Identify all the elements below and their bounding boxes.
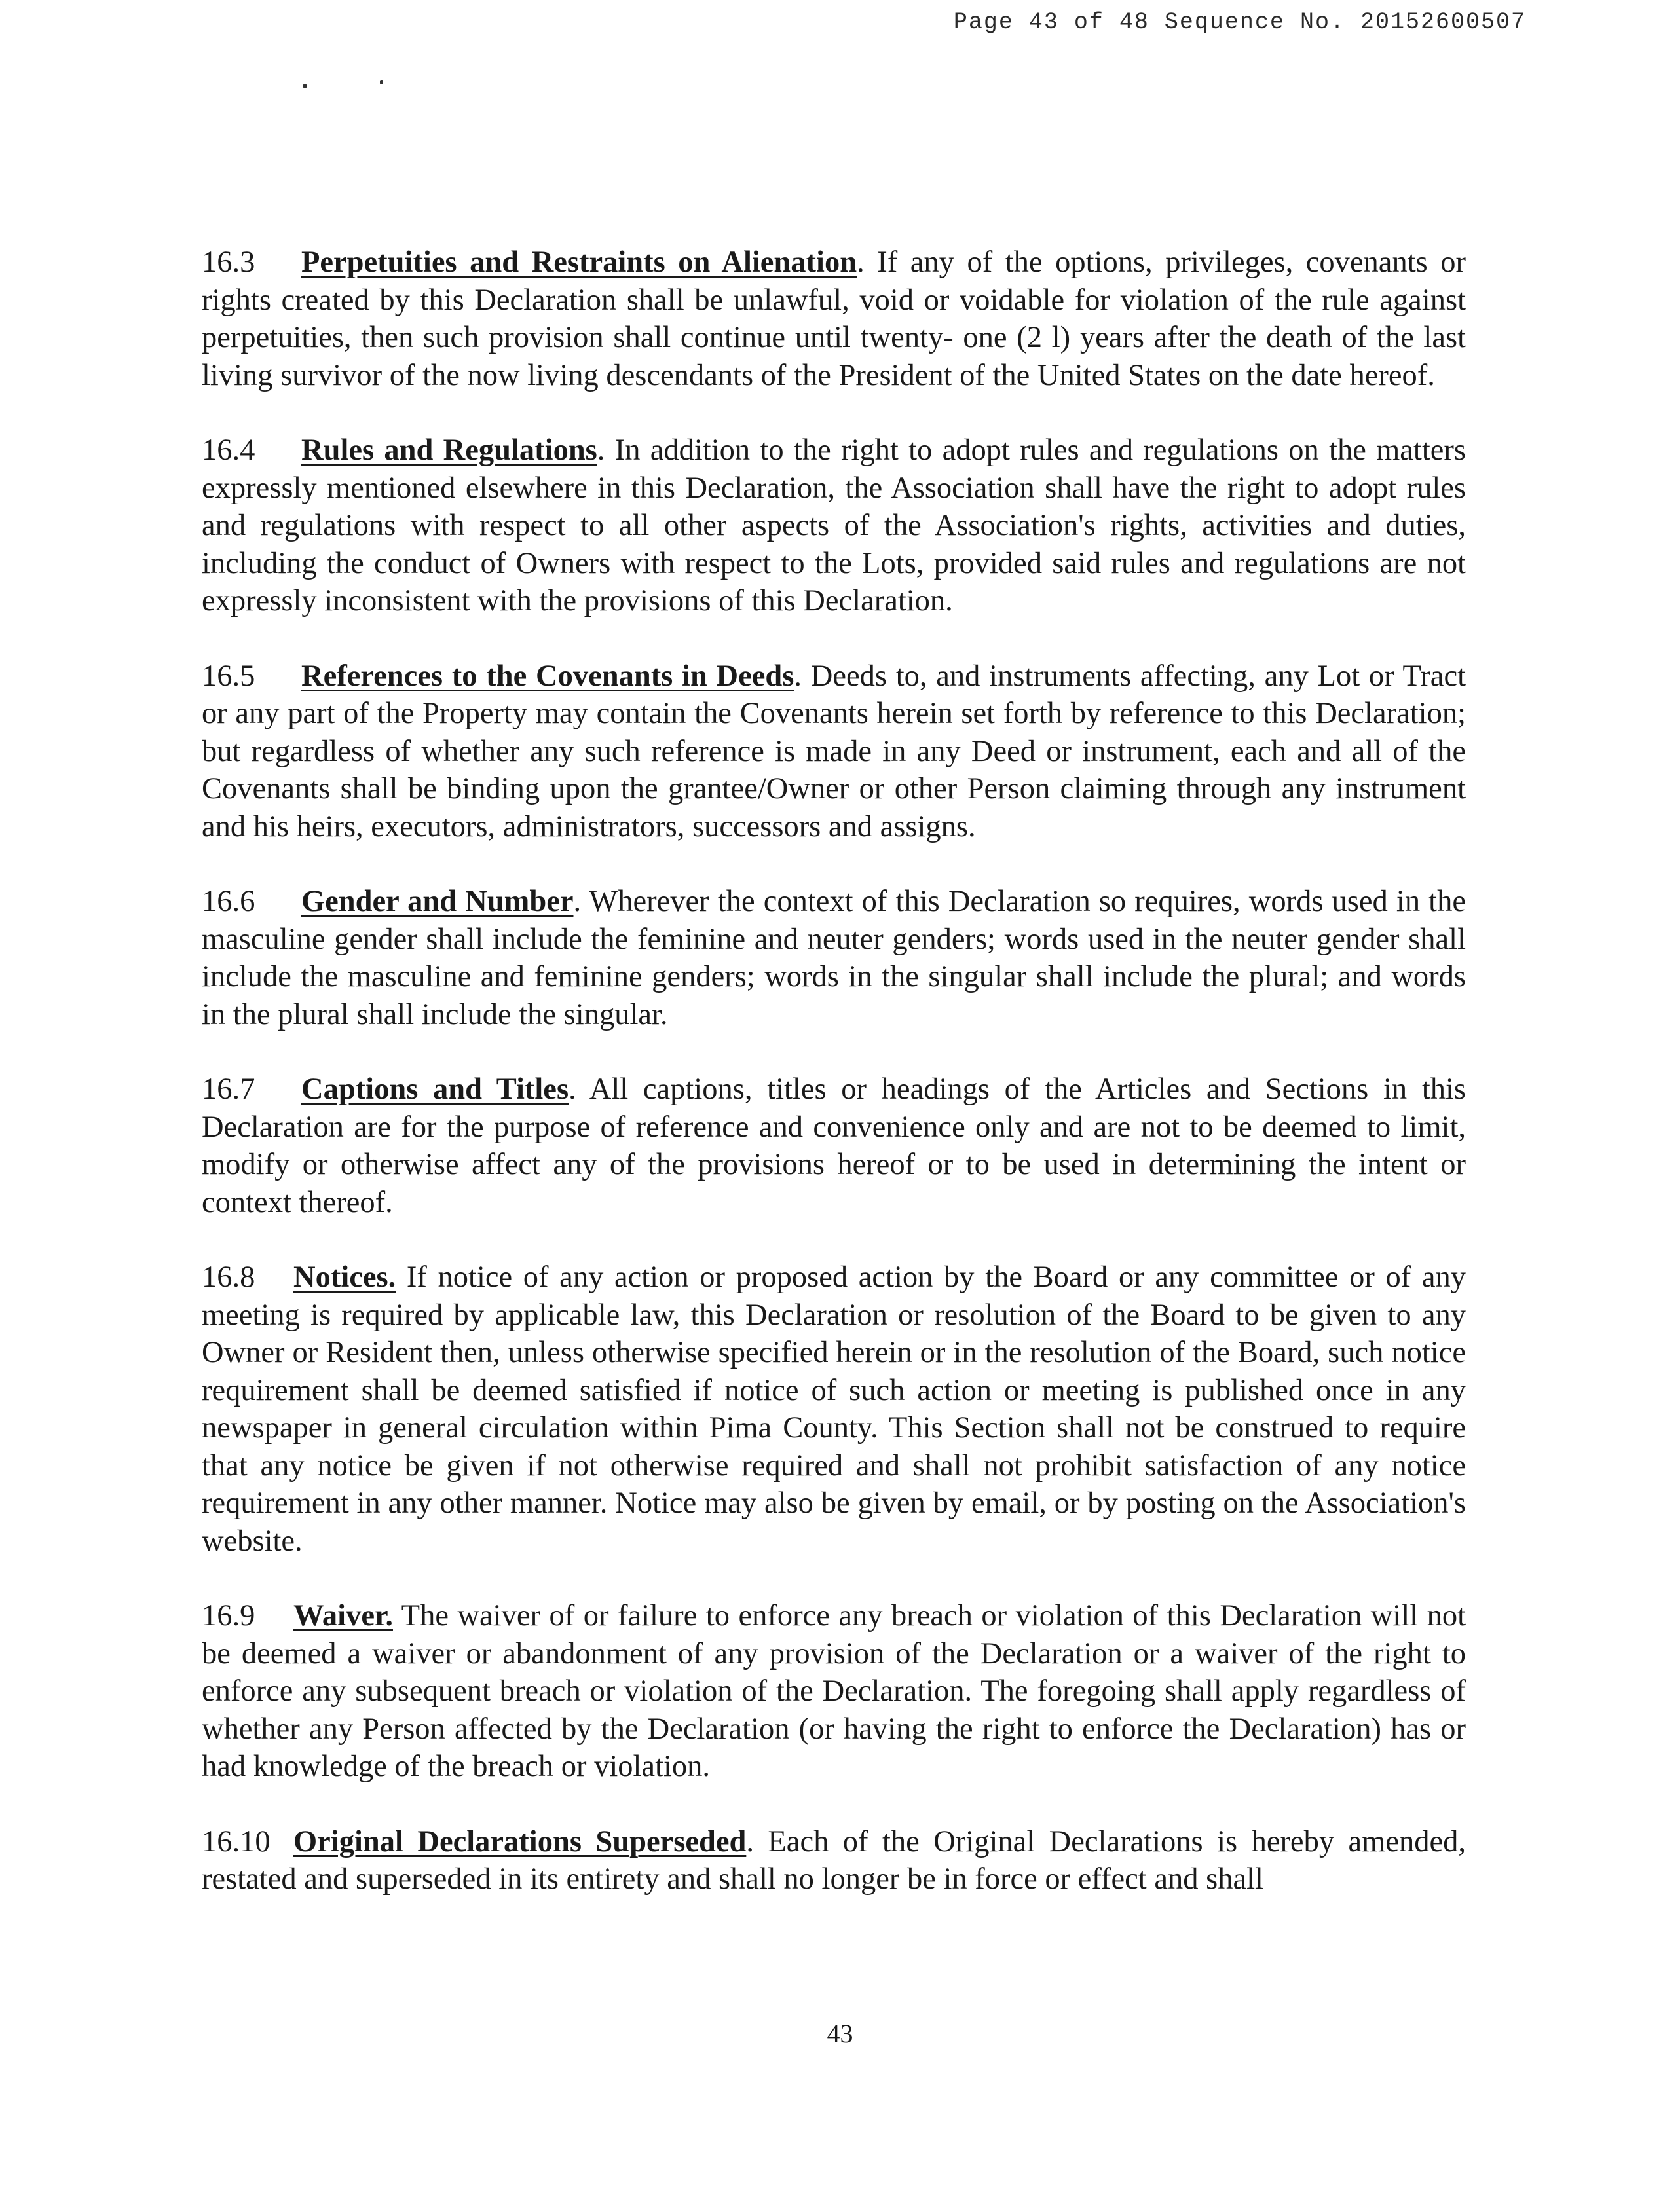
section-heading: Rules and Regulations	[301, 433, 597, 467]
document-body	[202, 244, 1466, 1936]
header-stamp: Page 43 of 48 Sequence No. 20152600507	[953, 9, 1526, 35]
section-text: . In addition to the right to adopt rules and regulations on the matters expressly mentioned elsewhere in this Declaration, the Association shall have the right to adopt rules and regulations with respect to all other aspects of the Association's rights, activities and duties, including the conduct of Owners with respect to the Lots, provided said rules and regulations are not expressly inconsistent with the provisions of this Declaration.	[202, 433, 1466, 618]
section-heading: Gender and Number	[301, 885, 574, 918]
section-text: . Wherever the context of this Declaration so requires, words used in the masculine gender shall include the feminine and neuter genders; words used in the neuter gender shall include the masculine and feminine genders; words in the singular shall include the plural; and words in the plural shall include the singular.	[202, 885, 1466, 1031]
section-16-5	[202, 657, 1466, 846]
section-number: 16.3	[202, 246, 255, 279]
section-heading: References to the Covenants in Deeds	[301, 659, 794, 693]
section-16-8	[202, 1259, 1466, 1560]
section-number: 16.7	[202, 1073, 255, 1106]
section-16-10	[202, 1823, 1466, 1898]
section-16-9	[202, 1597, 1466, 1786]
section-number: 16.8	[202, 1261, 255, 1294]
section-number: 16.4	[202, 433, 255, 467]
section-heading: Perpetuities and Restraints on Alienation	[301, 246, 857, 279]
section-text: If notice of any action or proposed action by the Board or any committee or of any meeting is required by applicable law, this Declaration or resolution of the Board to be given to any Owner or Resident then, unless otherwise specified herein or in the resolution of the Board, such notice requirement shall be deemed satisfied if notice of such action or meeting is published once in any newspaper in general circulation within Pima County. This Section shall not be construed to require that any notice be given if not otherwise required and shall not prohibit satisfaction of any notice requirement in any other manner. Notice may also be given by email, or by posting on the Association's website.	[202, 1261, 1466, 1558]
section-number: 16.6	[202, 885, 255, 918]
section-16-3	[202, 244, 1466, 394]
section-number: 16.10	[202, 1824, 271, 1858]
section-text: . All captions, titles or headings of the Articles and Sections in this Declaration are for the purpose of reference and convenience only and are not to be deemed to limit, modify or otherwise affect any of the provisions hereof or to be used in determining the intent or context thereof.	[202, 1073, 1466, 1219]
section-16-7	[202, 1071, 1466, 1221]
section-text: The waiver of or failure to enforce any breach or violation of this Declaration will not be deemed a waiver or abandonment of any provision of the Declaration or a waiver of the right to enforce any subsequent breach or violation of the Declaration. The foregoing shall apply regardless of whether any Person affected by the Declaration (or having the right to enforce the Declaration) has or had knowledge of the breach or violation.	[202, 1599, 1466, 1783]
section-heading: Waiver.	[293, 1599, 393, 1632]
section-text: . If any of the options, privileges, covenants or rights created by this Declaration shall be unlawful, void or voidable for violation of the rule against perpetuities, then such provision shall continue until twenty- one (2 l) years after the death of the last living survivor of the now living descendants of the President of the United States on the date hereof.	[202, 246, 1466, 392]
section-number: 16.5	[202, 659, 255, 693]
section-heading: Captions and Titles	[301, 1073, 569, 1106]
section-text: . Deeds to, and instruments affecting, any Lot or Tract or any part of the Property may contain the Covenants herein set forth by reference to this Declaration; but regardless of whether any such reference is made in any Deed or instrument, each and all of the Covenants shall be binding upon the grantee/Owner or other Person claiming through any instrument and his heirs, executors, administrators, successors and assigns.	[202, 659, 1466, 843]
section-heading: Original Declarations Superseded	[293, 1824, 747, 1858]
section-heading: Notices.	[293, 1261, 396, 1294]
page-number: 43	[827, 2019, 853, 2048]
section-16-4	[202, 432, 1466, 620]
section-number: 16.9	[202, 1599, 255, 1632]
section-text: . Each of the Original Declarations is hereby amended, restated and superseded in its entirety and shall no longer be in force or effect and shall	[202, 1824, 1466, 1896]
section-16-6	[202, 883, 1466, 1033]
scan-speck	[303, 84, 307, 88]
scan-speck	[380, 80, 383, 84]
